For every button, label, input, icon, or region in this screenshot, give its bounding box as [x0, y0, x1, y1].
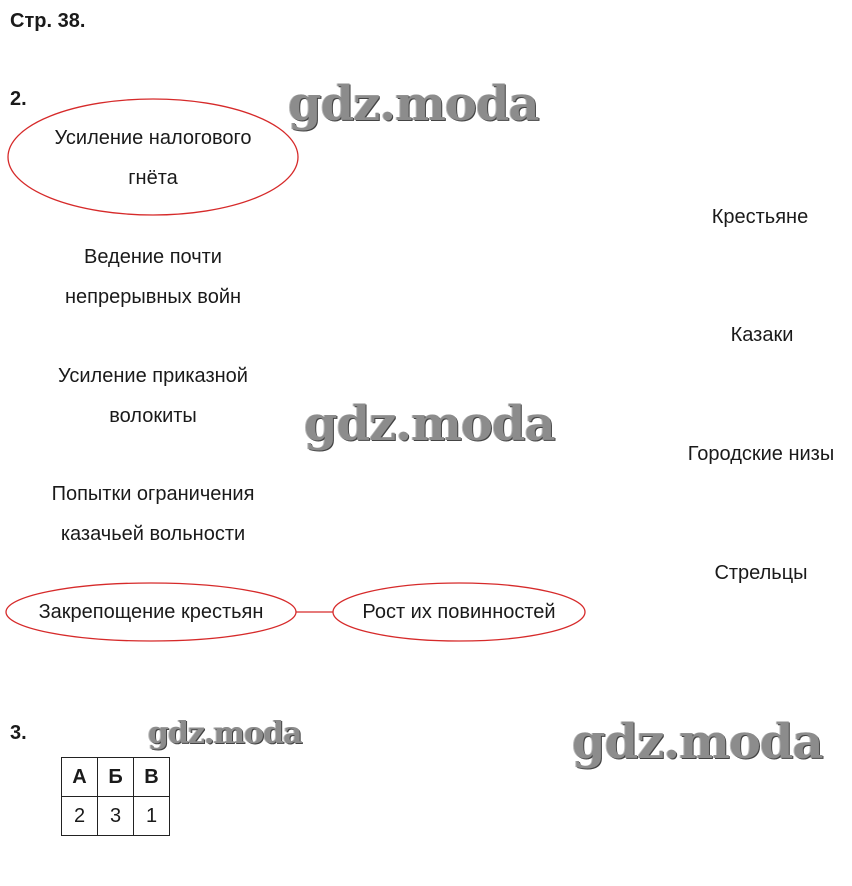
table-header-cell: В	[134, 758, 170, 797]
page-header: Стр. 38.	[10, 10, 86, 32]
right-item: Городские низы	[687, 443, 835, 465]
chain-cause: Закрепощение крестьян	[38, 601, 264, 623]
table-cell: 2	[62, 797, 98, 836]
left-item	[0, 237, 306, 317]
watermark: gdz.moda	[288, 76, 539, 132]
left-item-line: Усиление приказной	[58, 365, 248, 387]
task-2-number: 2.	[10, 88, 27, 110]
table-cell: 3	[98, 797, 134, 836]
right-item: Казаки	[730, 324, 794, 346]
table-row	[62, 797, 170, 836]
left-item	[0, 356, 306, 436]
left-item-line: Попытки ограничения	[51, 483, 255, 505]
task-3-number: 3.	[10, 722, 27, 744]
left-item-line: Ведение почти	[84, 246, 222, 268]
watermark: gdz.moda	[304, 396, 555, 452]
right-item: Крестьяне	[711, 206, 809, 228]
left-item-line: Усиление налогового	[54, 127, 252, 149]
left-item-line: непрерывных войн	[64, 286, 242, 308]
answer-table	[61, 757, 170, 836]
left-item-line: волокиты	[109, 405, 197, 427]
chain-effect: Рост их повинностей	[362, 601, 556, 623]
watermark: gdz.moda	[572, 714, 823, 770]
left-item	[0, 118, 306, 198]
left-item	[0, 474, 306, 554]
table-cell: 1	[134, 797, 170, 836]
right-item: Стрельцы	[714, 562, 808, 584]
table-header-cell: Б	[98, 758, 134, 797]
table-header-row	[62, 758, 170, 797]
watermark: gdz.moda	[148, 716, 302, 751]
table-header-cell: А	[62, 758, 98, 797]
left-item-line: казачьей вольности	[60, 523, 246, 545]
left-item-line: гнёта	[128, 167, 178, 189]
